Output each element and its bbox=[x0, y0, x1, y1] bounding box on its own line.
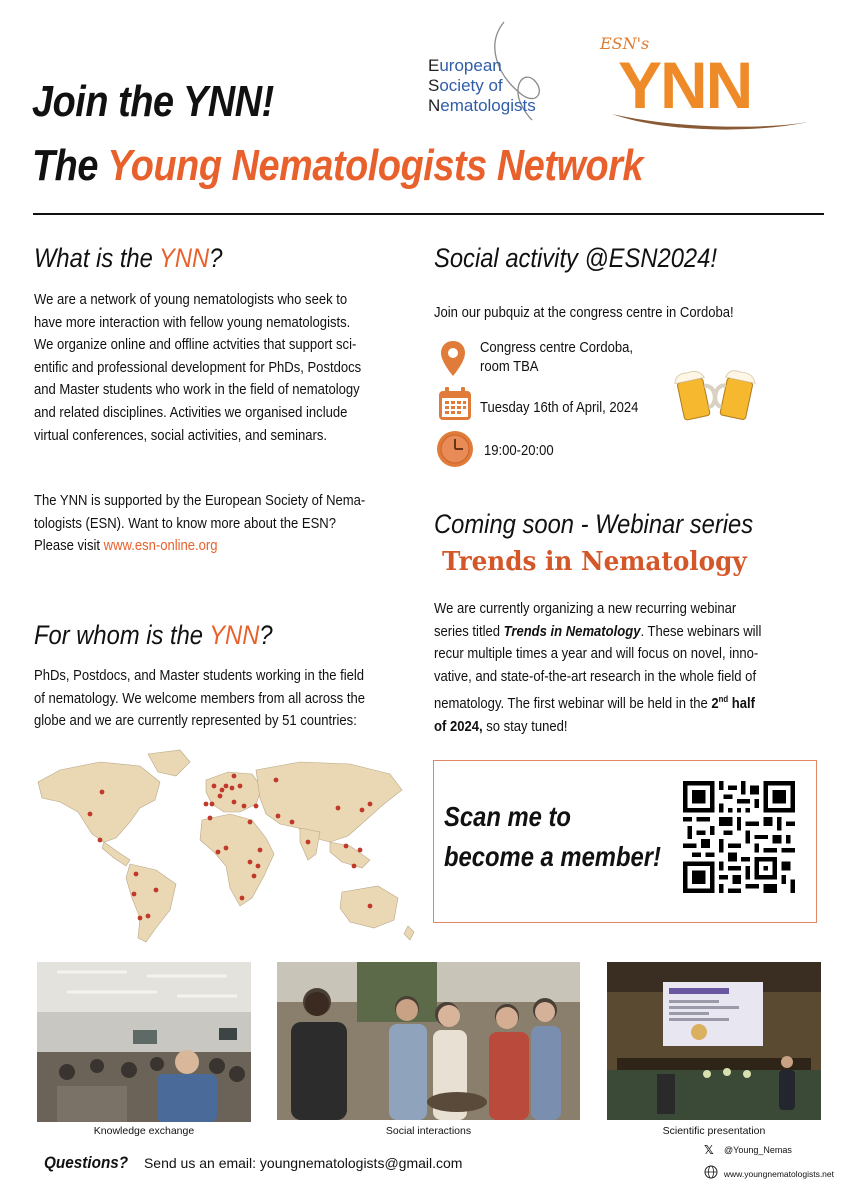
social-section-title bbox=[434, 243, 717, 274]
map-greenland bbox=[148, 750, 190, 776]
whom-title-highlight: YNN bbox=[209, 620, 260, 650]
pin-peru bbox=[132, 892, 137, 897]
pin-pakistan bbox=[290, 820, 295, 825]
webinar-text: nematology. The first webinar will be held in the bbox=[434, 695, 712, 713]
webinar-line: recur multiple times a year and will focus on novel, inno- bbox=[434, 645, 759, 663]
map-central-america bbox=[102, 842, 130, 866]
what-title-suffix: ? bbox=[209, 243, 223, 273]
whom-paragraph bbox=[34, 665, 365, 733]
twitter-handle[interactable]: @Young_Nemas bbox=[724, 1145, 792, 1155]
pin-germany bbox=[230, 786, 235, 791]
webinar-subtitle-text: Trends in Nematology bbox=[442, 547, 747, 577]
ynn-logo-swoosh-icon bbox=[592, 34, 814, 134]
title-join: Join the YNN! bbox=[32, 77, 274, 126]
caption-scientific-presentation bbox=[607, 1125, 821, 1137]
caption-social-interactions bbox=[277, 1125, 580, 1137]
what-line: virtual conferences, social activities, and seminars. bbox=[34, 426, 328, 444]
membership-qr-code[interactable] bbox=[683, 781, 795, 893]
esn-logo-text: ociety of bbox=[439, 76, 503, 95]
webinar-paragraph bbox=[434, 598, 761, 739]
webinar-subtitle bbox=[442, 547, 747, 577]
esn-logo-text: ematologists bbox=[440, 96, 536, 115]
pin-netherlands bbox=[224, 784, 229, 789]
pin-iran bbox=[276, 814, 281, 819]
map-southeast-asia bbox=[330, 842, 370, 868]
what-esn-paragraph bbox=[34, 490, 365, 558]
pin-canada bbox=[100, 790, 105, 795]
what-line: and related disciplines. Activities we organised include bbox=[34, 403, 348, 421]
what-esn-line: The YNN is supported by the European Society of Nema- bbox=[34, 492, 366, 509]
caption-knowledge-exchange bbox=[37, 1125, 251, 1137]
world-map bbox=[30, 742, 422, 947]
esn-logo bbox=[426, 14, 556, 124]
pin-indonesia bbox=[352, 864, 357, 869]
pin-egypt bbox=[248, 820, 253, 825]
what-line: have more interaction with fellow young nematologists. bbox=[34, 313, 351, 331]
ynn-logo-small-text: ESN's bbox=[600, 34, 650, 53]
caption-text: Knowledge exchange bbox=[93, 1125, 195, 1137]
social-location bbox=[480, 338, 633, 376]
what-line: We are a network of young nematologists who seek to bbox=[34, 291, 348, 308]
pin-philippines bbox=[358, 848, 363, 853]
pin-russia bbox=[274, 778, 279, 783]
social-title-text: Social activity @ESN2024! bbox=[434, 243, 717, 273]
footer-questions bbox=[44, 1153, 462, 1173]
esn-logo-letter: N bbox=[428, 96, 441, 115]
questions-label: Questions? bbox=[44, 1153, 129, 1172]
what-title-text: What is the bbox=[34, 243, 160, 273]
header-divider bbox=[33, 213, 824, 215]
webinar-half-number: 2 bbox=[711, 695, 719, 713]
pin-morocco bbox=[208, 816, 213, 821]
page-title-line2 bbox=[32, 140, 643, 192]
membership-qr-box bbox=[433, 760, 817, 923]
pin-ghana bbox=[216, 850, 221, 855]
scan-text-line2: become a member! bbox=[444, 841, 661, 872]
pin-usa bbox=[88, 812, 93, 817]
title-network-name: Young Nematologists Network bbox=[107, 141, 644, 190]
what-section-title bbox=[34, 243, 222, 274]
world-map-graphic bbox=[30, 742, 422, 947]
footer-social bbox=[704, 1142, 834, 1184]
beer-mugs-icon bbox=[672, 366, 762, 424]
pin-argentina bbox=[146, 914, 151, 919]
webinar-half-word: half bbox=[728, 695, 756, 713]
map-new-zealand bbox=[404, 926, 414, 940]
map-africa bbox=[200, 814, 274, 906]
esn-logo-text: uropean bbox=[439, 56, 502, 75]
whom-title-suffix: ? bbox=[259, 620, 273, 650]
esn-website-link[interactable]: www.esn-online.org bbox=[103, 537, 218, 555]
webinar-text: series titled bbox=[434, 622, 504, 640]
photo-scientific-presentation bbox=[607, 962, 821, 1120]
visit-text: Please visit bbox=[34, 537, 104, 555]
esn-logo-letter: S bbox=[428, 76, 440, 95]
webinar-line: vative, and state-of-the-art research in the whole field of bbox=[434, 667, 757, 685]
pin-sweden bbox=[232, 774, 237, 779]
esn-logo-letter: E bbox=[428, 56, 440, 75]
x-twitter-icon[interactable]: 𝕏 bbox=[704, 1143, 714, 1157]
contact-email[interactable]: Send us an email: youngnematologists@gmail.com bbox=[143, 1155, 463, 1171]
clock-icon bbox=[436, 430, 474, 468]
webinar-title-text: Coming soon - Webinar series bbox=[434, 509, 754, 539]
webinar-year: of 2024, bbox=[434, 717, 483, 735]
time-text: 19:00-20:00 bbox=[484, 442, 554, 459]
what-line: entific and professional development for PhDs, Postdocs bbox=[34, 358, 362, 376]
social-date bbox=[480, 397, 638, 420]
pin-portugal bbox=[204, 802, 209, 807]
pin-brazil bbox=[154, 888, 159, 893]
pin-south-africa bbox=[240, 896, 245, 901]
pin-turkey bbox=[254, 804, 259, 809]
social-intro bbox=[434, 302, 734, 325]
webinar-line: We are currently organizing a new recurring webinar bbox=[434, 600, 737, 617]
title-the: The bbox=[32, 141, 108, 190]
caption-text: Social interactions bbox=[385, 1125, 472, 1137]
webinar-section-title bbox=[434, 509, 753, 540]
pin-vietnam bbox=[344, 844, 349, 849]
pin-tanzania bbox=[252, 874, 257, 879]
pin-china bbox=[336, 806, 341, 811]
what-line: We organize online and offline actvities that support sci- bbox=[34, 336, 357, 354]
location-line: room TBA bbox=[480, 358, 539, 375]
webinar-text: so stay tuned! bbox=[482, 717, 568, 735]
pin-belgium bbox=[220, 788, 225, 793]
pin-italy bbox=[232, 800, 237, 805]
location-pin-icon bbox=[440, 340, 466, 378]
pin-australia bbox=[368, 904, 373, 909]
pin-chile bbox=[138, 916, 143, 921]
social-time bbox=[484, 440, 554, 463]
what-esn-line: tologists (ESN). Want to know more about the ESN? bbox=[34, 514, 336, 532]
pin-korea bbox=[360, 808, 365, 813]
ynn-logo-big-text: YNN bbox=[618, 48, 752, 122]
pin-india bbox=[306, 840, 311, 845]
pin-colombia bbox=[134, 872, 139, 877]
caption-text: Scientific presentation bbox=[662, 1125, 766, 1137]
pin-kenya bbox=[256, 864, 261, 869]
globe-icon bbox=[704, 1165, 720, 1184]
ynn-logo bbox=[592, 34, 814, 134]
whom-section-title bbox=[34, 620, 273, 651]
calendar-icon bbox=[437, 386, 473, 422]
whom-line: PhDs, Postdocs, and Master students working in the field bbox=[34, 667, 365, 684]
what-line: and Master students who work in the field of nematology bbox=[34, 381, 360, 399]
whom-line: of nematology. We welcome members from all across the bbox=[34, 689, 365, 707]
pin-greece bbox=[242, 804, 247, 809]
webinar-series-name: Trends in Nematology bbox=[503, 622, 641, 640]
scan-text-line1: Scan me to bbox=[444, 801, 571, 832]
pin-mexico bbox=[98, 838, 103, 843]
page-title-line1 bbox=[32, 76, 274, 128]
website-link[interactable]: www.youngnematologists.net bbox=[723, 1169, 834, 1179]
social-intro-text: Join our pubquiz at the congress centre in Cordoba! bbox=[434, 304, 734, 321]
location-line: Congress centre Cordoba, bbox=[480, 339, 634, 356]
map-asia bbox=[256, 762, 402, 842]
date-text: Tuesday 16th of April, 2024 bbox=[480, 399, 639, 416]
pin-poland bbox=[238, 784, 243, 789]
pin-ethiopia bbox=[258, 848, 263, 853]
pin-uk bbox=[212, 784, 217, 789]
map-south-america bbox=[126, 864, 176, 942]
pin-spain bbox=[210, 802, 215, 807]
map-india bbox=[300, 828, 320, 860]
whom-line: globe and we are currently represented by 51 countries: bbox=[34, 712, 357, 730]
whom-title-text: For whom is the bbox=[34, 620, 210, 650]
what-title-highlight: YNN bbox=[159, 243, 210, 273]
pin-uganda bbox=[248, 860, 253, 865]
webinar-half-sup: nd bbox=[718, 694, 729, 705]
map-north-america bbox=[38, 762, 160, 842]
photo-social-interactions bbox=[277, 962, 580, 1120]
webinar-text: . These webinars will bbox=[640, 622, 762, 640]
what-paragraph bbox=[34, 289, 361, 447]
photo-knowledge-exchange bbox=[37, 962, 251, 1122]
pin-france bbox=[218, 794, 223, 799]
pin-nigeria bbox=[224, 846, 229, 851]
pin-japan bbox=[368, 802, 373, 807]
